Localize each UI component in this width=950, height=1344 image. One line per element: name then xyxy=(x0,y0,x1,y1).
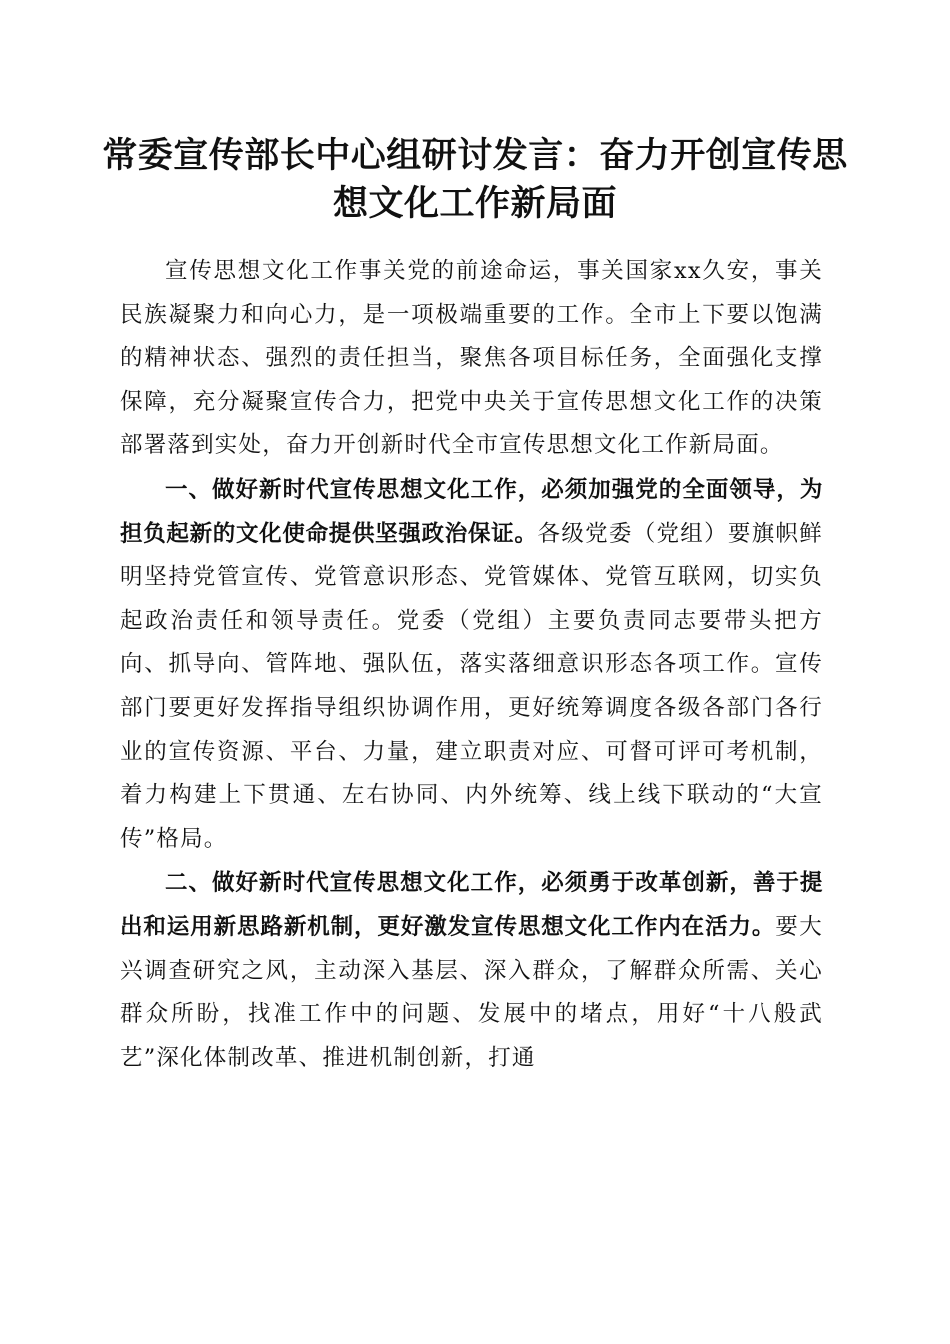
paragraph-text: 要大兴调查研究之风，主动深入基层、深入群众，了解群众所需、关心群众所盼，找准工作中的问题、发展中的堵点，用好“十八般武艺”深化体制改革、推进机制创新，打通 xyxy=(120,913,823,1071)
paragraph-intro xyxy=(120,250,823,468)
paragraph-section-2 xyxy=(120,862,823,1080)
paragraph-text: 宣传思想文化工作事关党的前途命运，事关国家xx久安，事关民族凝聚力和向心力，是一项极端重要的工作。全市上下要以饱满的精神状态、强烈的责任担当，聚焦各项目标任务，全面强化支撑保障，充分凝聚宣传合力，把党中央关于宣传思想文化工作的决策部署落到实处，奋力开创新时代全市宣传思想文化工作新局面。 xyxy=(120,258,823,459)
paragraph-section-1 xyxy=(120,469,823,861)
document-body xyxy=(120,250,823,1080)
paragraph-text: 各级党委（党组）要旗帜鲜明坚持党管宣传、党管意识形态、党管媒体、党管互联网，切实负起政治责任和领导责任。党委（党组）主要负责同志要带头把方向、抓导向、管阵地、强队伍，落实落细意识形态各项工作。宣传部门要更好发挥指导组织协调作用，更好统筹调度各级各部门各行业的宣传资源、平台、力量，建立职责对应、可督可评可考机制，着力构建上下贯通、左右协同、内外统筹、线上线下联动的“大宣传”格局。 xyxy=(120,520,823,852)
document-title: 常委宣传部长中心组研讨发言：奋力开创宣传思想文化工作新局面 xyxy=(102,136,848,224)
paragraph-heading: 二、做好新时代宣传思想文化工作，必须勇于改革创新，善于提出和运用新思路新机制，更好激发宣传思想文化工作内在活力。 xyxy=(120,870,823,940)
paragraph-heading: 一、做好新时代宣传思想文化工作，必须加强党的全面领导，为担负起新的文化使命提供坚强政治保证。 xyxy=(120,476,823,547)
